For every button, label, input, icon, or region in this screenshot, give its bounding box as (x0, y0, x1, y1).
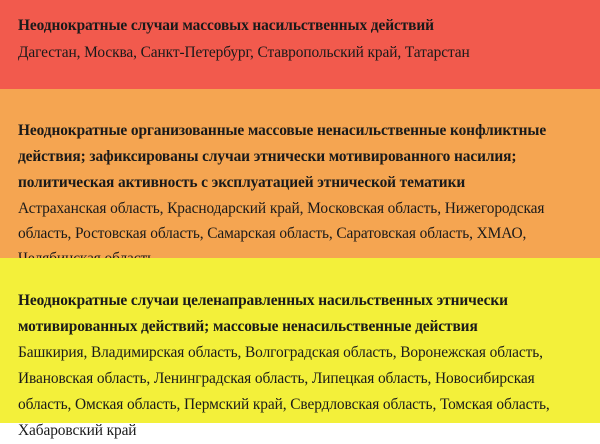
band-title: Неоднократные случаи массовых насильственных действий (18, 17, 434, 34)
band-regions: Башкирия, Владимирская область, Волгоградская область, Воронежская область, Ивановская область, Ленинградская область, Липецкая область, Новосибирская область, Омская область, Пермский край, Свердловская область, Томская область, Хабаровский край (18, 344, 550, 439)
band-violent-actions (0, 0, 600, 89)
band-title: Неоднократные случаи целенаправленных насильственных этнически мотивированных действий; массовые ненасильственные действия (18, 292, 508, 335)
band-title: Неоднократные организованные массовые ненасильственные конфликтные действия; зафиксированы случаи этнически мотивированного насилия; политическая активность с эксплуатацией этнической тематики (18, 122, 547, 191)
band-regions: Дагестан, Москва, Санкт-Петербург, Ставропольский край, Татарстан (18, 44, 470, 61)
band-nonviolent-conflict (0, 89, 600, 258)
band-targeted-ethnic-actions (0, 258, 600, 439)
band-regions: Астраханская область, Краснодарский край, Московская область, Нижегородская область, Ростовская область, Самарская область, Саратовская область, ХМАО, (18, 200, 545, 242)
